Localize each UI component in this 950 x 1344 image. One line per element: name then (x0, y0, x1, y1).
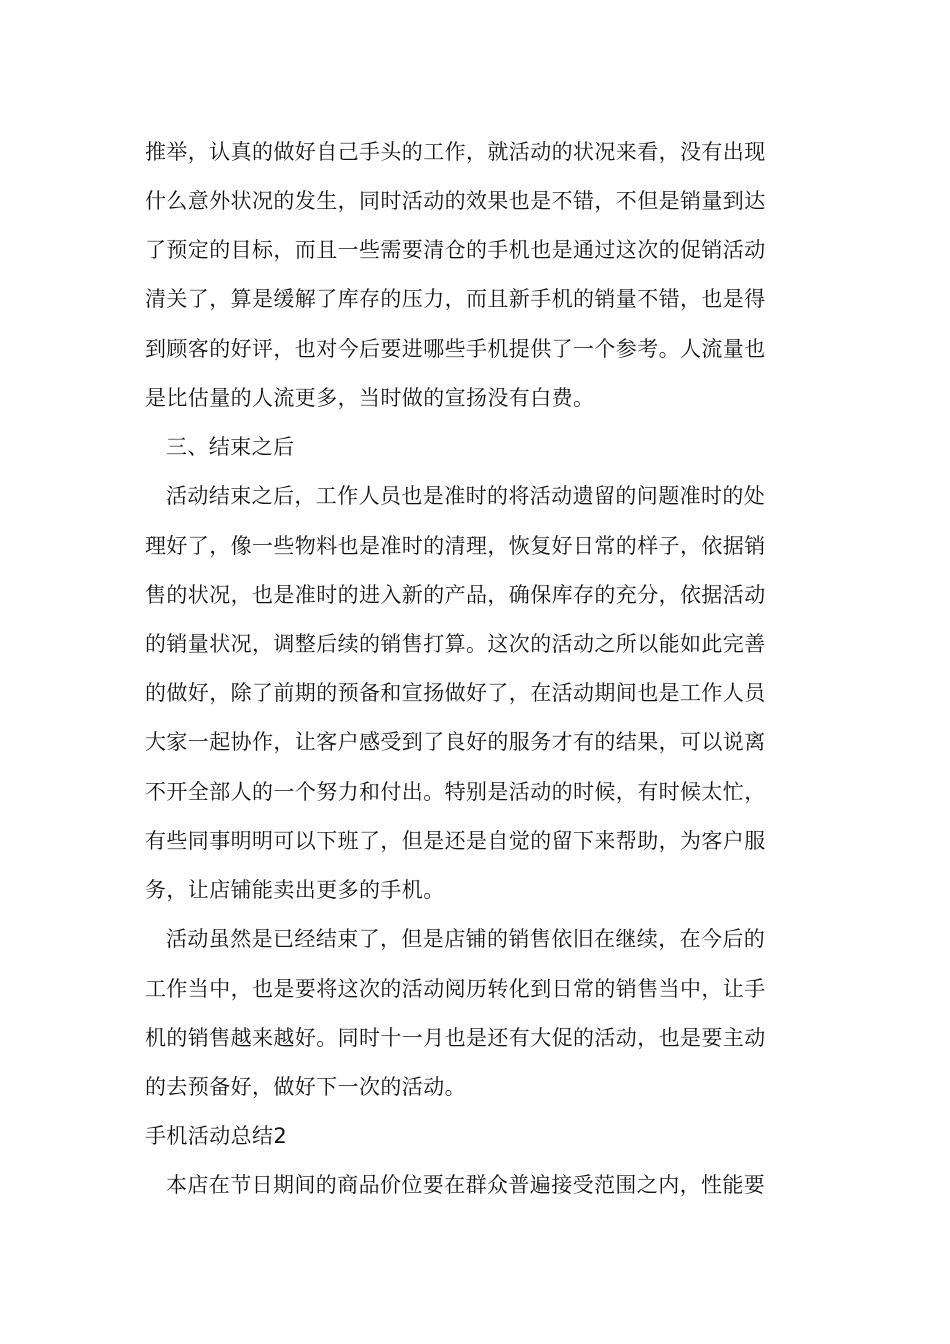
text-line: 本店在节日期间的商品价位要在群众普遍接受范围之内，性能要 (166, 1173, 766, 1197)
text-line: 有些同事明明可以下班了，但是还是自觉的留下来帮助，为客户服 (145, 829, 766, 853)
text-line: 推举，认真的做好自己手头的工作，就活动的状况来看，没有出现 (145, 140, 766, 164)
section-heading: 三、结束之后 (166, 435, 295, 459)
text-line: 是比估量的人流更多，当时做的宣扬没有白费。 (145, 386, 595, 410)
text-line: 什么意外状况的发生，同时活动的效果也是不错，不但是销量到达 (145, 189, 766, 213)
text-line: 清关了，算是缓解了库存的压力，而且新手机的销量不错，也是得 (145, 287, 766, 311)
text-line: 的销量状况，调整后续的销售打算。这次的活动之所以能如此完善 (145, 632, 766, 656)
document-title: 手机活动总结2 (145, 1124, 288, 1148)
text-line: 活动虽然是已经结束了，但是店铺的销售依旧在继续，在今后的 (166, 927, 766, 951)
text-line: 了预定的目标，而且一些需要清仓的手机也是通过这次的促销活动 (145, 238, 766, 262)
text-line: 售的状况，也是准时的进入新的产品，确保库存的充分，依据活动 (145, 583, 766, 607)
text-line: 大家一起协作，让客户感受到了良好的服务才有的结果，可以说离 (145, 730, 766, 754)
text-line: 不开全部人的一个努力和付出。特别是活动的时候，有时候太忙， (145, 780, 766, 804)
text-line: 的做好，除了前期的预备和宣扬做好了，在活动期间也是工作人员 (145, 681, 766, 705)
text-line: 活动结束之后，工作人员也是准时的将活动遗留的问题准时的处 (166, 484, 766, 508)
text-line: 到顾客的好评，也对今后要进哪些手机提供了一个参考。人流量也 (145, 337, 766, 361)
text-line: 工作当中，也是要将这次的活动阅历转化到日常的销售当中，让手 (145, 977, 766, 1001)
text-line: 机的销售越来越好。同时十一月也是还有大促的活动，也是要主动 (145, 1026, 766, 1050)
text-line: 务，让店铺能卖出更多的手机。 (145, 878, 445, 902)
text-line: 理好了，像一些物料也是准时的清理，恢复好日常的样子，依据销 (145, 534, 766, 558)
text-line: 的去预备好，做好下一次的活动。 (145, 1075, 466, 1099)
